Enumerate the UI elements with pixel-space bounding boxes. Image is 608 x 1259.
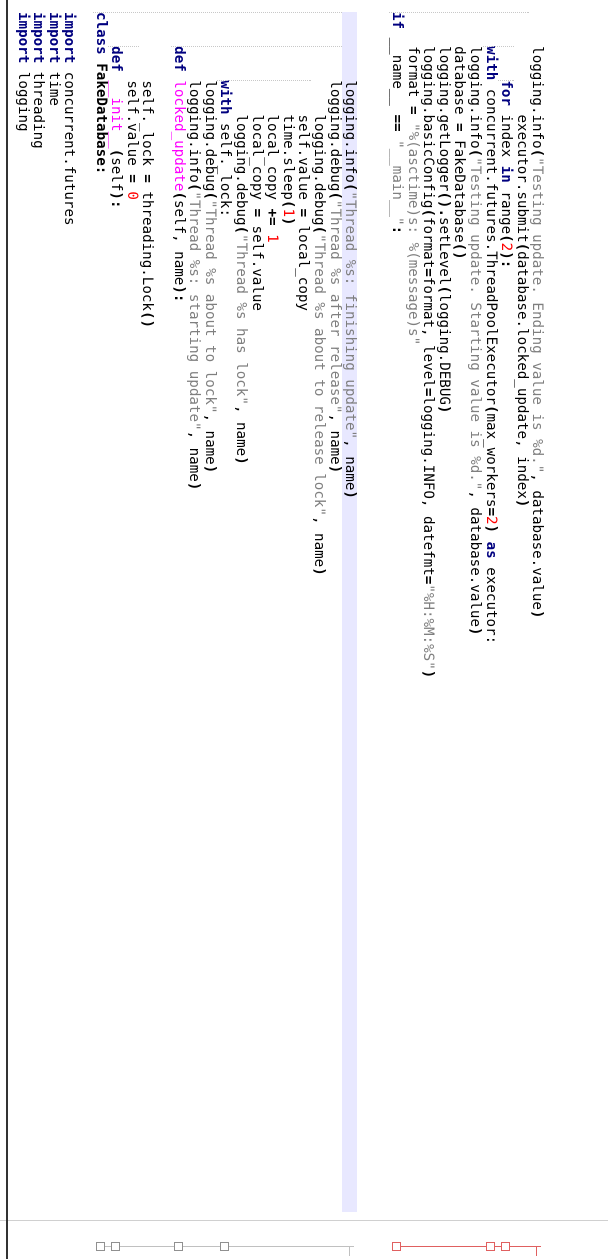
code-token: 1 — [264, 234, 281, 243]
code-token: self.value — [123, 12, 140, 175]
code-line[interactable] — [311, 12, 326, 576]
fold-toggle-box[interactable] — [111, 1242, 120, 1251]
code-token: threading — [30, 63, 47, 149]
code-token: "Testing update. Starting value is %d." — [467, 157, 483, 491]
code-token: = — [420, 268, 437, 277]
fold-toggle-box[interactable] — [501, 1242, 510, 1251]
code-token: logging.info — [529, 12, 546, 149]
code-token: ) — [186, 481, 203, 491]
code-token: self — [108, 157, 125, 192]
code-line[interactable] — [389, 12, 404, 234]
code-token: locked_update — [170, 80, 187, 192]
code-token: "Testing update. Ending value is %d." — [529, 157, 546, 474]
code-line[interactable] — [202, 12, 217, 473]
fold-toggle-box[interactable] — [220, 1242, 229, 1251]
code-token: time — [45, 63, 62, 106]
code-token: ) — [201, 464, 218, 474]
code-token: = — [404, 105, 421, 115]
code-token: ( — [201, 191, 218, 200]
code-token: FakeDatabase — [451, 131, 468, 243]
fold-line — [401, 1246, 541, 1247]
code-token: ) — [279, 217, 296, 226]
code-token: ( — [108, 148, 125, 158]
code-token: ) — [529, 609, 546, 619]
code-token: local_copy — [248, 12, 265, 209]
code-token: "Thread %s after release" — [326, 199, 343, 414]
code-token: "__main__" — [389, 140, 405, 226]
code-line[interactable] — [280, 12, 295, 226]
code-token: __init__ — [108, 80, 125, 149]
code-token — [93, 55, 109, 64]
code-token — [405, 115, 421, 124]
code-token: with — [217, 80, 234, 115]
code-token: = — [420, 387, 437, 397]
code-token: logging.basicConfig — [420, 12, 437, 209]
code-line[interactable] — [249, 12, 264, 311]
code-token: executor: — [482, 558, 499, 645]
code-token: = — [451, 123, 468, 132]
code-token: max_workers — [482, 413, 499, 508]
code-token: if — [389, 12, 405, 30]
code-token: , name — [186, 430, 203, 482]
code-token: ) — [342, 490, 359, 499]
code-token: self.value — [295, 12, 312, 209]
code-token: logging.info — [467, 12, 483, 149]
code-token — [264, 226, 280, 235]
code-token: ( — [311, 225, 327, 235]
code-editor[interactable] — [0, 12, 608, 1212]
code-token: ) — [420, 669, 437, 679]
code-token: "Thread %s about to lock" — [201, 199, 218, 414]
code-token: ( — [186, 182, 203, 192]
fold-toggle-box[interactable] — [392, 1242, 401, 1251]
fold-margin[interactable] — [0, 1234, 608, 1259]
code-token: = — [123, 174, 140, 183]
code-line[interactable] — [15, 12, 30, 132]
code-line[interactable] — [529, 12, 544, 618]
code-token: ( — [482, 404, 499, 414]
code-token: self, name — [170, 199, 187, 286]
code-line[interactable] — [124, 12, 139, 200]
code-token — [171, 12, 187, 46]
code-token: executor.submit — [513, 12, 530, 243]
code-token: () — [451, 242, 468, 260]
code-token: () — [139, 310, 156, 329]
code-token: , name — [311, 515, 327, 568]
code-token — [483, 12, 499, 46]
code-line[interactable] — [46, 12, 61, 106]
code-line[interactable] — [436, 12, 451, 413]
window-bottom-edge — [6, 0, 8, 1259]
code-token: ) — [311, 567, 327, 576]
code-line[interactable] — [139, 12, 154, 328]
code-token: ( — [513, 242, 530, 252]
code-token: logging.debug — [311, 12, 327, 226]
code-token: = — [420, 575, 437, 585]
code-line[interactable] — [467, 12, 482, 636]
code-token: database.locked_update, index — [513, 251, 530, 499]
code-line[interactable] — [93, 12, 108, 174]
code-line[interactable] — [483, 12, 498, 644]
code-token: ( — [529, 148, 546, 158]
code-line[interactable] — [514, 12, 529, 507]
margin-border — [0, 1220, 608, 1221]
code-token: threading.Lock — [139, 182, 156, 311]
code-token: index — [498, 105, 515, 166]
code-token: ( — [342, 182, 359, 192]
code-token: ) — [233, 456, 249, 465]
code-token: ( — [467, 148, 483, 158]
code-token: local_copy — [264, 12, 281, 209]
code-line[interactable] — [295, 12, 310, 311]
code-token: : — [92, 165, 109, 175]
code-token: ) — [435, 404, 452, 414]
code-token: ( — [170, 191, 187, 200]
code-line[interactable] — [405, 12, 420, 345]
code-token: logging.INFO, datefmt — [420, 396, 437, 576]
code-token: += — [264, 208, 281, 226]
code-token: ) — [482, 524, 499, 534]
code-token: = — [482, 507, 499, 516]
indent-guide — [389, 12, 529, 13]
code-token: ( — [498, 234, 515, 243]
code-token: def — [108, 46, 125, 72]
indent-guide — [93, 12, 343, 13]
indent-guide — [498, 80, 514, 81]
code-token: "%H:%M:%S" — [420, 584, 437, 670]
code-token — [483, 533, 499, 542]
code-line[interactable] — [342, 12, 357, 1212]
code-token: self._lock — [139, 12, 156, 175]
code-line[interactable] — [186, 12, 201, 490]
code-token: import — [30, 12, 47, 64]
code-token: logging.info — [342, 12, 359, 183]
code-token: in — [498, 165, 515, 183]
code-token: 2 — [482, 516, 499, 525]
code-token: == — [389, 114, 405, 132]
indent-guide — [108, 46, 139, 47]
code-line[interactable] — [61, 12, 76, 226]
fold-toggle-box[interactable] — [486, 1242, 495, 1251]
code-token: , database.value — [467, 490, 483, 628]
code-token: ( — [435, 285, 452, 294]
code-token: "Thread %s has lock" — [233, 234, 249, 405]
code-token — [108, 12, 124, 46]
code-token: as — [482, 541, 499, 559]
code-token: , database.value — [529, 473, 546, 610]
code-token: def — [170, 46, 187, 72]
code-line[interactable] — [108, 12, 123, 209]
code-line[interactable] — [217, 12, 232, 217]
code-token: __name__ — [389, 29, 405, 115]
fold-toggle-box[interactable] — [174, 1242, 183, 1251]
code-line[interactable] — [420, 12, 435, 678]
code-token: format — [420, 217, 437, 269]
code-token: ): — [108, 191, 125, 209]
code-token: ( — [326, 191, 343, 200]
code-token: logging.debug — [201, 12, 218, 192]
code-token: self.value — [248, 217, 265, 311]
code-token: logging.debug — [326, 12, 343, 192]
code-token: logging.DEBUG — [435, 293, 452, 405]
code-token: (). — [435, 191, 452, 217]
code-token: "Thread %s about to release lock" — [311, 234, 327, 516]
code-token: format — [404, 12, 421, 106]
code-line[interactable] — [171, 12, 186, 302]
code-token: ( — [420, 208, 437, 218]
code-token: self._lock: — [217, 114, 234, 218]
code-token: for — [498, 80, 515, 106]
code-token: "Thread %s: starting update" — [186, 191, 203, 431]
code-token: range — [498, 182, 515, 235]
code-token: "Thread %s: finishing update" — [342, 191, 359, 440]
code-token: logging — [14, 63, 31, 132]
code-token: ( — [279, 199, 296, 209]
code-token: import — [45, 12, 62, 64]
code-token: 1 — [279, 208, 296, 218]
code-token: import — [14, 12, 31, 64]
code-token: : — [389, 225, 405, 235]
indent-guide — [483, 46, 514, 47]
fold-line — [105, 1246, 355, 1247]
code-token: = — [139, 174, 156, 183]
code-token: 0 — [123, 191, 140, 200]
code-token: class — [92, 12, 109, 55]
code-token: logging.getLogger — [435, 12, 452, 192]
indent-guide — [171, 46, 343, 47]
code-token: format, level — [420, 276, 437, 388]
code-token: with — [482, 46, 499, 81]
code-token: ) — [467, 627, 483, 636]
code-token: time.sleep — [279, 12, 296, 200]
code-line[interactable] — [498, 12, 513, 268]
indent-guide — [217, 80, 311, 81]
code-token: ) — [513, 498, 530, 508]
code-token: , name — [326, 413, 343, 465]
code-token: ) — [326, 464, 343, 474]
code-token: setLevel — [435, 217, 452, 286]
code-token: "%(asctime)s: %(message)s" — [404, 123, 421, 346]
code-token: ): — [170, 285, 187, 303]
code-token: = — [248, 208, 265, 218]
code-line[interactable] — [327, 12, 342, 473]
code-token: concurrent.futures — [61, 63, 78, 226]
code-token: 2 — [498, 242, 515, 252]
fold-end-tick — [349, 1246, 350, 1256]
fold-toggle-box[interactable] — [96, 1242, 105, 1251]
code-token: FakeDatabase — [92, 63, 109, 166]
code-token: , name — [342, 439, 359, 491]
code-token: ( — [233, 225, 249, 235]
code-token: logging.info — [186, 12, 203, 183]
fold-end-tick — [536, 1246, 537, 1256]
code-token: , name — [201, 413, 218, 465]
code-token: ): — [498, 251, 515, 269]
code-token: database — [451, 12, 468, 124]
code-token: = — [295, 208, 312, 218]
code-token — [389, 132, 405, 141]
code-line[interactable] — [451, 12, 466, 260]
code-token: local_copy — [295, 217, 312, 311]
code-token: import — [61, 12, 78, 64]
code-token: concurrent.futures.ThreadPoolExecutor — [482, 80, 499, 405]
code-token: logging.debug — [233, 12, 249, 226]
code-token: , name — [233, 404, 249, 457]
code-line[interactable] — [30, 12, 45, 149]
